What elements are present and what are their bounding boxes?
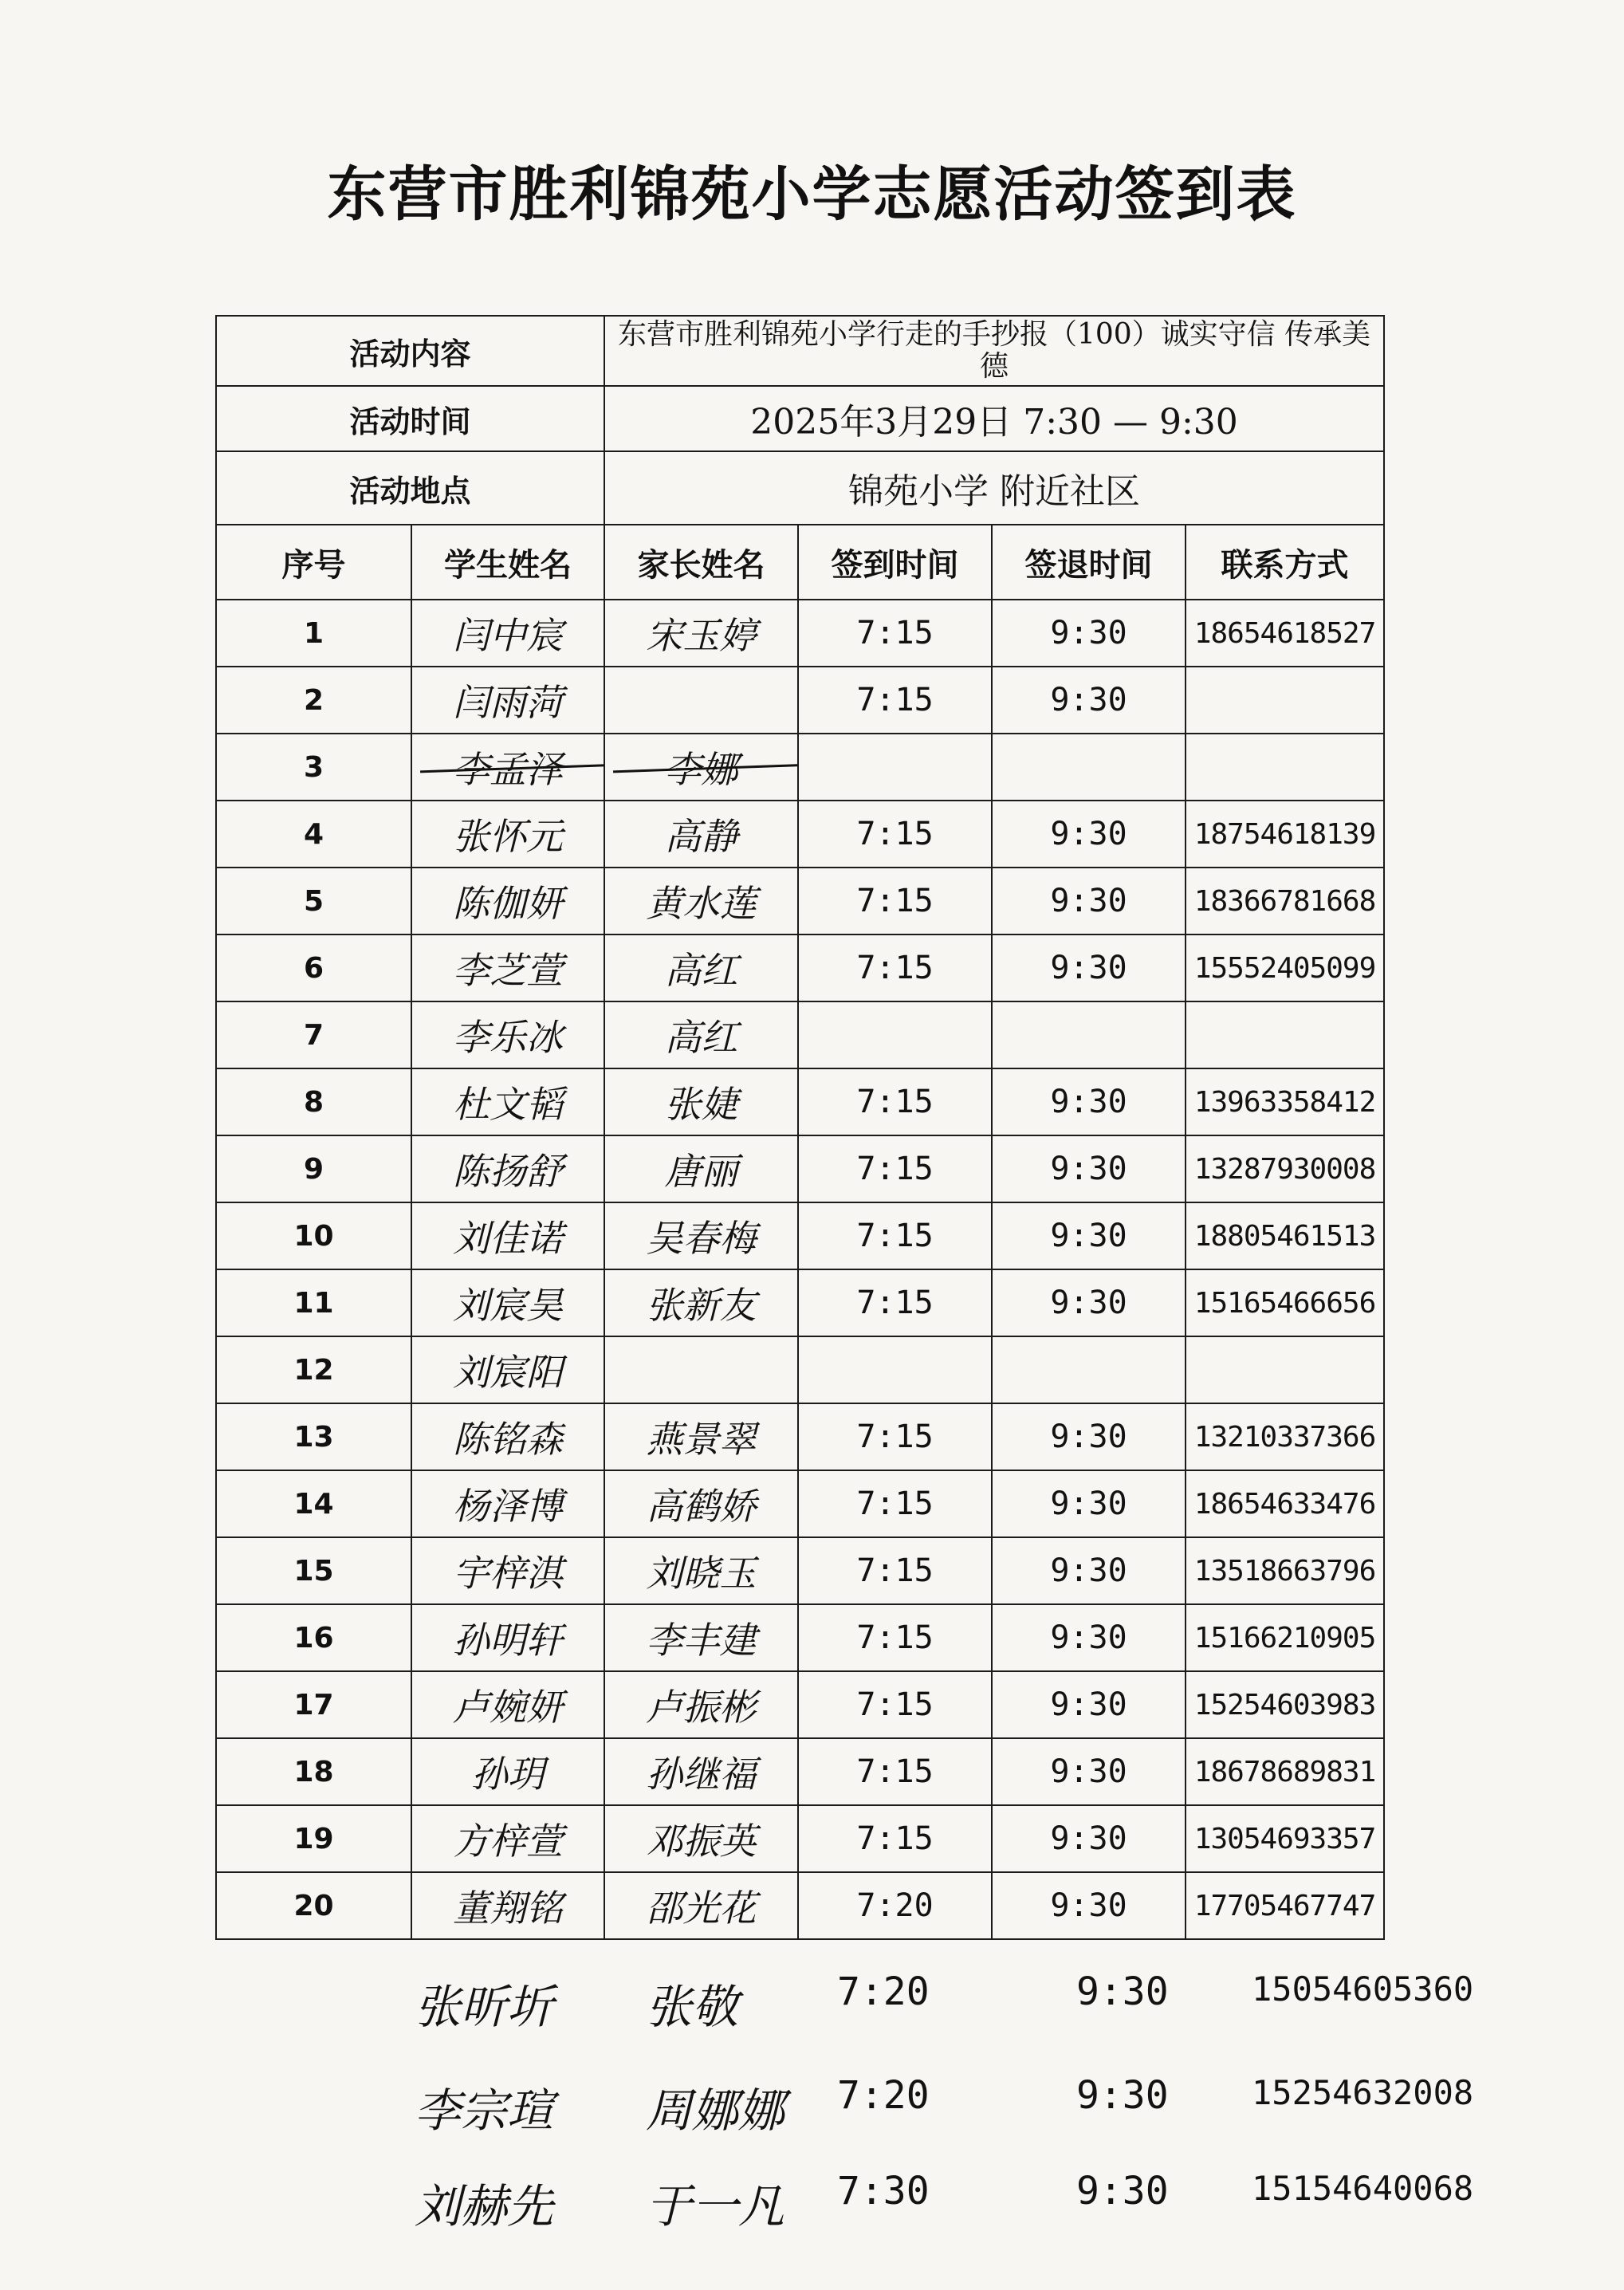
parent-name: 张新友 (604, 1269, 798, 1336)
checkin-time: 7:15 (798, 1537, 992, 1604)
row-index: 16 (216, 1604, 411, 1671)
row-index: 7 (216, 1001, 411, 1068)
parent-name: 李娜 (604, 734, 798, 801)
checkin-time (798, 1001, 992, 1068)
checkin-time: 7:15 (798, 1470, 992, 1537)
table-row (216, 1135, 1384, 1202)
table-row (216, 1537, 1384, 1604)
row-index: 6 (216, 934, 411, 1001)
table-row (216, 1403, 1384, 1470)
table-row (216, 1738, 1384, 1805)
parent-name: 邵光花 (604, 1872, 798, 1939)
table-row (216, 1872, 1384, 1939)
contact-phone (1186, 1336, 1384, 1403)
row-index: 14 (216, 1470, 411, 1537)
checkout-time: 9:30 (992, 1068, 1186, 1135)
checkin-time: 7:15 (798, 667, 992, 734)
checkout-time: 9:30 (992, 1269, 1186, 1336)
extra-parent: 于一凡 (646, 2179, 785, 2233)
parent-name: 高鹤娇 (604, 1470, 798, 1537)
extra-out: 9:30 (1076, 2073, 1169, 2118)
row-index: 10 (216, 1202, 411, 1269)
table-row (216, 801, 1384, 868)
contact-phone: 18678689831 (1186, 1738, 1384, 1805)
student-name: 李乐冰 (411, 1001, 604, 1068)
row-index: 5 (216, 868, 411, 934)
contact-phone: 17705467747 (1186, 1872, 1384, 1939)
activity-time-value: 2025年3月29日 7:30 — 9:30 (604, 386, 1384, 451)
student-name: 孙明轩 (411, 1604, 604, 1671)
checkout-time: 9:30 (992, 600, 1186, 667)
checkout-time: 9:30 (992, 1805, 1186, 1872)
row-index: 4 (216, 801, 411, 868)
parent-name: 刘晓玉 (604, 1537, 798, 1604)
extra-out: 9:30 (1076, 2169, 1169, 2213)
student-name: 董翔铭 (411, 1872, 604, 1939)
contact-phone: 13518663796 (1186, 1537, 1384, 1604)
row-index: 19 (216, 1805, 411, 1872)
row-index: 1 (216, 600, 411, 667)
col-student-header: 学生姓名 (411, 525, 604, 600)
contact-phone: 13963358412 (1186, 1068, 1384, 1135)
checkout-time: 9:30 (992, 667, 1186, 734)
student-name: 卢婉妍 (411, 1671, 604, 1738)
checkout-time (992, 1336, 1186, 1403)
checkout-time: 9:30 (992, 801, 1186, 868)
extra-row (415, 2073, 1571, 2161)
parent-name: 张婕 (604, 1068, 798, 1135)
contact-phone: 15552405099 (1186, 934, 1384, 1001)
student-name: 陈扬舒 (411, 1135, 604, 1202)
col-checkout-header: 签退时间 (992, 525, 1186, 600)
checkin-time: 7:15 (798, 1135, 992, 1202)
table-row (216, 1470, 1384, 1537)
extra-parent: 周娜娜 (646, 2083, 785, 2138)
contact-phone (1186, 734, 1384, 801)
row-index: 15 (216, 1537, 411, 1604)
extra-phone: 15254632008 (1252, 2073, 1474, 2112)
parent-name: 燕景翠 (604, 1403, 798, 1470)
activity-time-label: 活动时间 (216, 386, 604, 451)
table-row (216, 1202, 1384, 1269)
parent-name: 邓振英 (604, 1805, 798, 1872)
student-name: 宇梓淇 (411, 1537, 604, 1604)
table-row (216, 667, 1384, 734)
row-index: 3 (216, 734, 411, 801)
parent-name: 高红 (604, 934, 798, 1001)
table-row (216, 734, 1384, 801)
parent-name: 李丰建 (604, 1604, 798, 1671)
table-row (216, 600, 1384, 667)
checkin-time: 7:15 (798, 1604, 992, 1671)
row-index: 18 (216, 1738, 411, 1805)
checkin-time: 7:15 (798, 1403, 992, 1470)
checkin-time: 7:15 (798, 1671, 992, 1738)
extra-in: 7:20 (837, 2073, 930, 2118)
student-name: 陈伽妍 (411, 868, 604, 934)
col-checkin-header: 签到时间 (798, 525, 992, 600)
student-name: 李孟泽 (411, 734, 604, 801)
col-parent-header: 家长姓名 (604, 525, 798, 600)
extra-student: 李宗瑄 (415, 2083, 554, 2138)
student-name: 刘宸昊 (411, 1269, 604, 1336)
signin-table (215, 315, 1385, 1940)
checkin-time (798, 734, 992, 801)
activity-content-value: 东营市胜利锦苑小学行走的手抄报（100）诚实守信 传承美德 (604, 316, 1384, 386)
row-index: 11 (216, 1269, 411, 1336)
student-name: 闫中宸 (411, 600, 604, 667)
student-name: 刘宸阳 (411, 1336, 604, 1403)
checkout-time (992, 1001, 1186, 1068)
row-index: 2 (216, 667, 411, 734)
activity-place-label: 活动地点 (216, 451, 604, 525)
contact-phone: 18805461513 (1186, 1202, 1384, 1269)
checkin-time: 7:20 (798, 1872, 992, 1939)
row-index: 12 (216, 1336, 411, 1403)
extra-row (415, 1969, 1571, 2057)
extra-in: 7:20 (837, 1969, 930, 2014)
parent-name: 孙继福 (604, 1738, 798, 1805)
parent-name (604, 667, 798, 734)
row-index: 20 (216, 1872, 411, 1939)
row-index: 17 (216, 1671, 411, 1738)
checkin-time: 7:15 (798, 1805, 992, 1872)
col-contact-header: 联系方式 (1186, 525, 1384, 600)
contact-phone: 15165466656 (1186, 1269, 1384, 1336)
parent-name: 卢振彬 (604, 1671, 798, 1738)
parent-name: 宋玉婷 (604, 600, 798, 667)
student-name: 李芝萱 (411, 934, 604, 1001)
extra-phone: 15154640068 (1252, 2169, 1474, 2208)
checkin-time (798, 1336, 992, 1403)
student-name: 闫雨菏 (411, 667, 604, 734)
table-row (216, 1805, 1384, 1872)
table-row (216, 1269, 1384, 1336)
student-name: 陈铭森 (411, 1403, 604, 1470)
parent-name: 高红 (604, 1001, 798, 1068)
contact-phone: 18654618527 (1186, 600, 1384, 667)
table-row (216, 934, 1384, 1001)
extra-in: 7:30 (837, 2169, 930, 2213)
extra-out: 9:30 (1076, 1969, 1169, 2014)
parent-name: 吴春梅 (604, 1202, 798, 1269)
table-row (216, 1671, 1384, 1738)
contact-phone: 18754618139 (1186, 801, 1384, 868)
checkout-time (992, 734, 1186, 801)
checkin-time: 7:15 (798, 1202, 992, 1269)
contact-phone: 13287930008 (1186, 1135, 1384, 1202)
extra-student: 刘赫先 (415, 2179, 554, 2233)
contact-phone: 13210337366 (1186, 1403, 1384, 1470)
extra-parent: 张敬 (646, 1980, 739, 2034)
checkin-time: 7:15 (798, 801, 992, 868)
extra-phone: 15054605360 (1252, 1969, 1474, 2009)
contact-phone (1186, 667, 1384, 734)
table-row (216, 1336, 1384, 1403)
extra-student: 张昕圻 (415, 1980, 554, 2034)
checkout-time: 9:30 (992, 1403, 1186, 1470)
table-row (216, 1604, 1384, 1671)
student-name: 杜文韬 (411, 1068, 604, 1135)
extra-row (415, 2169, 1571, 2257)
checkout-time: 9:30 (992, 1202, 1186, 1269)
checkin-time: 7:15 (798, 1269, 992, 1336)
checkin-time: 7:15 (798, 934, 992, 1001)
student-name: 孙玥 (411, 1738, 604, 1805)
page-title: 东营市胜利锦苑小学志愿活动签到表 (327, 160, 1297, 229)
row-index: 8 (216, 1068, 411, 1135)
student-name: 杨泽博 (411, 1470, 604, 1537)
checkout-time: 9:30 (992, 868, 1186, 934)
checkin-time: 7:15 (798, 1068, 992, 1135)
contact-phone: 15254603983 (1186, 1671, 1384, 1738)
checkout-time: 9:30 (992, 1671, 1186, 1738)
checkout-time: 9:30 (992, 1537, 1186, 1604)
table-row (216, 1001, 1384, 1068)
table-row (216, 868, 1384, 934)
contact-phone: 18366781668 (1186, 868, 1384, 934)
checkin-time: 7:15 (798, 868, 992, 934)
student-name: 方梓萱 (411, 1805, 604, 1872)
parent-name: 唐丽 (604, 1135, 798, 1202)
student-name: 刘佳诺 (411, 1202, 604, 1269)
checkin-time: 7:15 (798, 600, 992, 667)
contact-phone: 18654633476 (1186, 1470, 1384, 1537)
checkout-time: 9:30 (992, 934, 1186, 1001)
student-name: 张怀元 (411, 801, 604, 868)
table-header (216, 525, 1384, 600)
contact-phone (1186, 1001, 1384, 1068)
checkout-time: 9:30 (992, 1872, 1186, 1939)
row-index: 13 (216, 1403, 411, 1470)
contact-phone: 13054693357 (1186, 1805, 1384, 1872)
row-index: 9 (216, 1135, 411, 1202)
parent-name (604, 1336, 798, 1403)
checkout-time: 9:30 (992, 1135, 1186, 1202)
table-row (216, 1068, 1384, 1135)
checkout-time: 9:30 (992, 1738, 1186, 1805)
checkout-time: 9:30 (992, 1470, 1186, 1537)
checkout-time: 9:30 (992, 1604, 1186, 1671)
activity-content-label: 活动内容 (216, 316, 604, 386)
activity-place-value: 锦苑小学 附近社区 (604, 451, 1384, 525)
parent-name: 黄水莲 (604, 868, 798, 934)
col-index-header: 序号 (216, 525, 411, 600)
checkin-time: 7:15 (798, 1738, 992, 1805)
parent-name: 高静 (604, 801, 798, 868)
contact-phone: 15166210905 (1186, 1604, 1384, 1671)
